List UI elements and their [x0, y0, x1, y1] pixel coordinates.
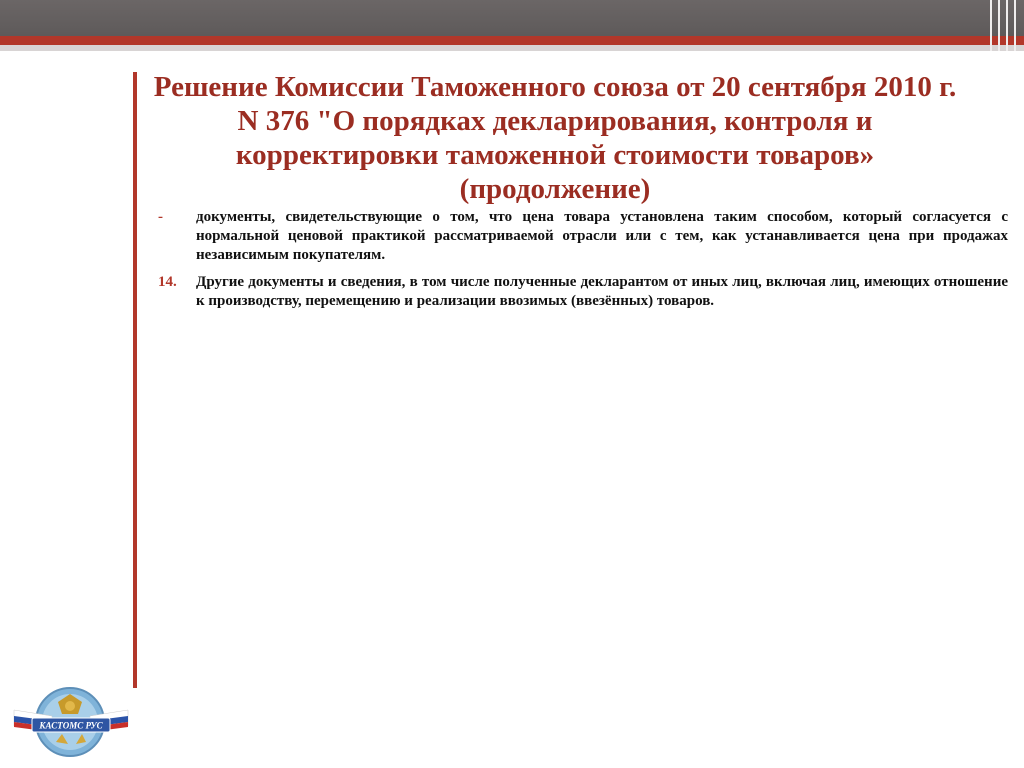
list-marker-dash: -: [158, 209, 163, 225]
list-item-text: Другие документы и сведения, в том числе полученные декларантом от иных лиц, включая лиц, имеющих отношение к производству, перемещению и реализации ввозимых (ввезённых) товаров.: [196, 274, 1008, 309]
header-decoration: [986, 0, 1024, 51]
list-marker-number: 14.: [158, 274, 177, 290]
list-item: [158, 273, 1008, 311]
logo-emblem-icon: [12, 680, 130, 760]
list-item-text: документы, свидетельствующие о том, что цена товара установлена таким способом, который согласуется с нормальной ценовой практикой рассматриваемой отрасли или с тем, как устанавливается цена при продажах независимым покупателям.: [196, 209, 1008, 263]
left-accent-rule: [133, 72, 137, 688]
header-light-stripe: [0, 45, 1024, 51]
logo-text: КАСТОМС РУС: [39, 720, 103, 731]
customs-rus-logo: [12, 680, 130, 760]
slide-body: [158, 208, 1008, 319]
header-accent-stripe: [0, 36, 1024, 45]
list-item: [158, 208, 1008, 265]
header-band: [0, 0, 1024, 36]
slide-title: Решение Комиссии Таможенного союза от 20 сентября 2010 г. N 376 "О порядках декларирования, контроля и корректировки таможенной стоимости товаров» (продолжение): [153, 71, 957, 205]
